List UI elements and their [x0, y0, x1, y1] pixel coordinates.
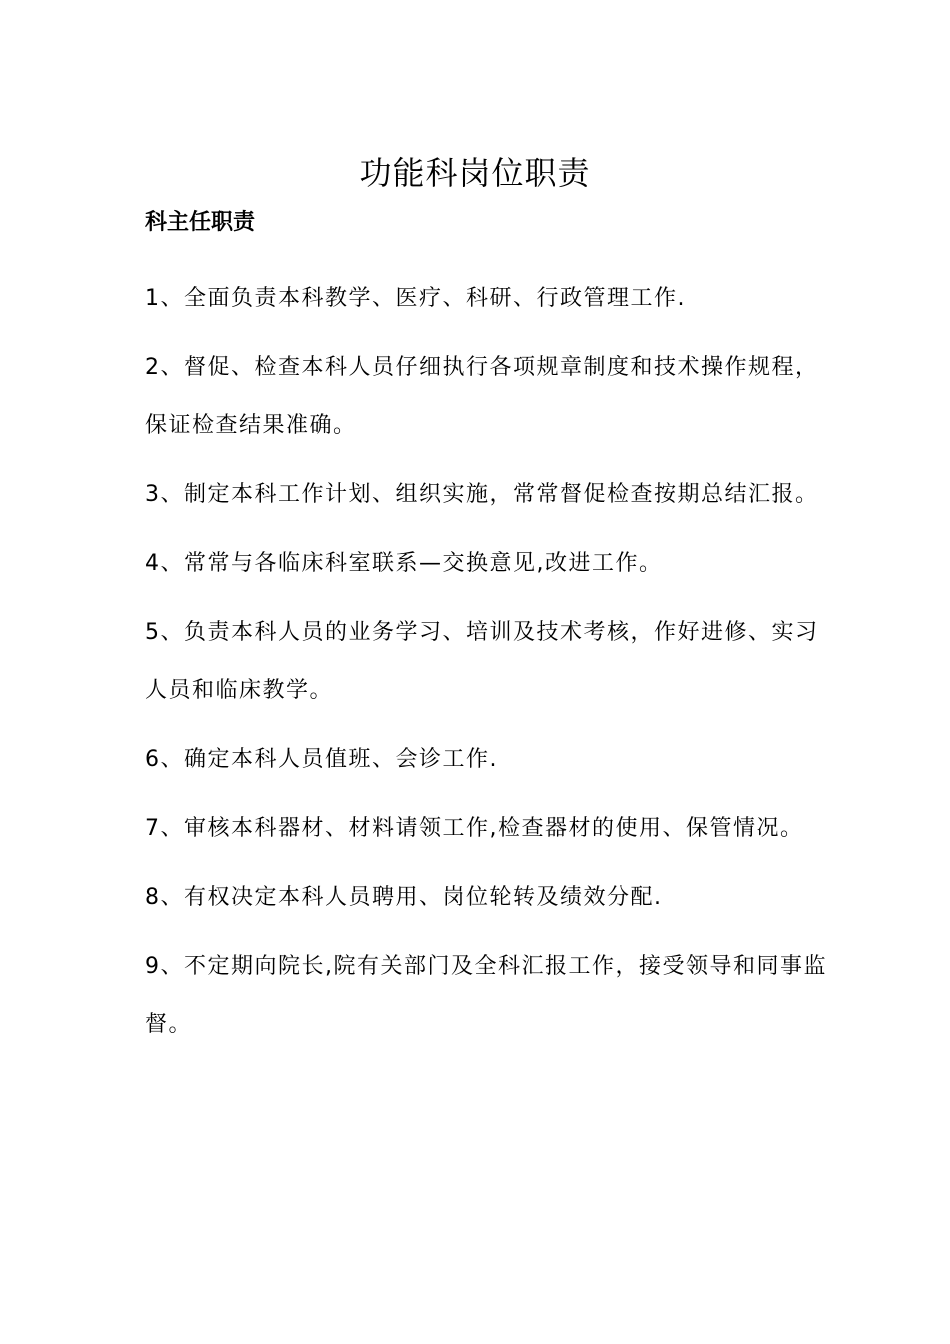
list-item: 4、常常与各临床科室联系—交换意见,改进工作。 — [145, 551, 663, 576]
list-item: 6、确定本科人员值班、会诊工作. — [145, 747, 498, 772]
duty-list — [145, 270, 835, 1065]
list-item: 2、督促、检查本科人员仔细执行各项规章制度和技术操作规程，保证检查结果准确。 — [145, 355, 819, 438]
document-title: 功能科岗位职责 — [359, 154, 591, 193]
list-item: 8、有权决定本科人员聘用、岗位轮转及绩效分配. — [145, 885, 663, 910]
section-heading: 科主任职责 — [145, 210, 256, 235]
list-item: 7、审核本科器材、材料请领工作,检查器材的使用、保管情况。 — [145, 816, 804, 841]
list-item: 1、全面负责本科教学、医疗、科研、行政管理工作. — [145, 286, 686, 311]
list-item: 3、制定本科工作计划、组织实施，常常督促检查按期总结汇报。 — [145, 482, 819, 507]
list-item: 5、负责本科人员的业务学习、培训及技术考核，作好进修、实习人员和临床教学。 — [145, 620, 819, 703]
list-item: 9、不定期向院长,院有关部门及全科汇报工作，接受领导和同事监督。 — [145, 954, 827, 1037]
